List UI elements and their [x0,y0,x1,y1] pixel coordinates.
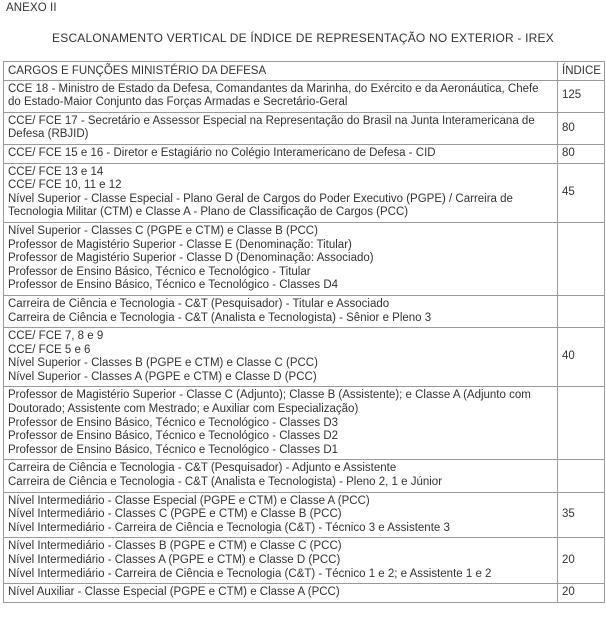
position-line: Professor de Ensino Básico, Técnico e Tecnológico - Titular [8,265,311,278]
table-row [4,144,605,163]
table-row [4,328,605,387]
position-line: Nível Superior - Classes C (PGPE e CTM) e Classe B (PCC) [8,224,318,237]
position-line: Professor de Ensino Básico, Técnico e Tecnológico - Classes D4 [8,279,339,292]
positions-cell [4,538,558,584]
header-positions: CARGOS E FUNÇÕES MINISTÉRIO DA DEFESA [4,62,558,81]
table-row [4,112,605,144]
positions-cell [4,584,558,603]
header-index: ÍNDICE [558,62,605,81]
position-line: Nível Intermediário - Classe Especial (PGPE e CTM) e Classe A (PCC) [8,494,370,507]
table-body [4,80,605,602]
position-line: Nível Intermediário - Classes A (PGPE e CTM) e Classe D (PCC) [8,554,341,566]
index-cell: 20 [558,584,605,603]
positions-cell [4,112,558,144]
index-cell [558,460,605,492]
position-line: CCE 18 - Ministro de Estado da Defesa, Comandantes da Marinha, do Exército e da Aeronáutica, Chefe do Estado-Maior Conjunto das Forças Armadas e Secretário-Geral [8,82,539,109]
table-row [4,295,605,327]
position-line: Nível Superior - Classes B (PGPE e CTM) e Classe C (PCC) [8,357,318,370]
position-line: Professor de Ensino Básico, Técnico e Tecnológico - Classes D3 [8,416,339,429]
annex-label: ANEXO II [6,2,57,14]
positions-cell [4,144,558,163]
positions-cell [4,163,558,222]
index-cell: 35 [558,492,605,538]
position-line: CCE/ FCE 17 - Secretário e Assessor Especial na Representação do Brasil na Junta Interamericana de Defesa (RBJID) [8,114,535,141]
position-line: Nível Auxiliar - Classe Especial (PGPE e CTM) e Classe A (PCC) [8,586,340,599]
table-row [4,584,605,603]
positions-cell [4,387,558,460]
position-line: Professor de Magistério Superior - Classe D (Denominação: Associado) [8,252,374,265]
table-row [4,460,605,492]
table-row [4,492,605,538]
index-cell: 20 [558,538,605,584]
position-line: CCE/ FCE 15 e 16 - Diretor e Estagiário no Colégio Interamericano de Defesa - CID [8,146,436,159]
position-line: Nível Intermediário - Carreira de Ciência e Tecnologia (C&T) - Técnico 3 e Assistente 3 [8,521,450,534]
table-row [4,387,605,460]
index-cell: 125 [558,80,605,112]
position-line: CCE/ FCE 7, 8 e 9 [8,330,104,343]
positions-cell [4,80,558,112]
index-cell: 80 [558,112,605,144]
position-line: Professor de Magistério Superior - Classe C (Adjunto); Classe B (Assistente); e Classe A (Adjunto com Doutorado; Assistente com Mestrado; e Auxiliar com Especialização) [8,389,531,416]
position-line: Nível Intermediário - Classes C (PGPE e CTM) e Classe B (PCC) [8,508,342,521]
positions-cell [4,328,558,387]
table-header-row [4,62,605,81]
table-row [4,538,605,584]
table-row [4,80,605,112]
position-line: Carreira de Ciência e Tecnologia - C&T (Analista e Tecnologista) - Pleno 2, 1 e Júnior [8,476,443,489]
table-row [4,163,605,222]
positions-cell [4,295,558,327]
position-line: Professor de Ensino Básico, Técnico e Tecnológico - Classes D1 [8,443,339,456]
index-cell: 40 [558,328,605,387]
position-line: Professor de Ensino Básico, Técnico e Tecnológico - Classes D2 [8,430,339,443]
index-cell [558,387,605,460]
index-cell [558,295,605,327]
position-line: Carreira de Ciência e Tecnologia - C&T (Pesquisador) - Adjunto e Assistente [8,462,397,475]
position-line: CCE/ FCE 10, 11 e 12 [8,179,122,192]
position-line: CCE/ FCE 13 e 14 [8,165,104,178]
position-line: Carreira de Ciência e Tecnologia - C&T (Pesquisador) - Titular e Associado [8,297,390,310]
positions-cell [4,222,558,295]
index-cell: 80 [558,144,605,163]
position-line: CCE/ FCE 5 e 6 [8,343,91,356]
position-line: Nível Intermediário - Classes B (PGPE e CTM) e Classe C (PCC) [8,540,342,553]
position-line: Carreira de Ciência e Tecnologia - C&T (Analista e Tecnologista) - Sênior e Pleno 3 [8,311,432,324]
positions-cell [4,460,558,492]
position-line: Professor de Magistério Superior - Classe E (Denominação: Titular) [8,238,352,251]
index-cell: 45 [558,163,605,222]
table-row [4,222,605,295]
positions-cell [4,492,558,538]
document-title: ESCALONAMENTO VERTICAL DE ÍNDICE DE REPRESENTAÇÃO NO EXTERIOR - IREX [52,31,554,45]
index-cell [558,222,605,295]
irex-table [3,61,605,603]
position-line: Nível Superior - Classe Especial - Plano Geral de Cargos do Poder Executivo (PGPE) / Carreira de Tecnologia Militar (CTM) e Classe A - Plano de Classificação de Cargos (PCC) [8,192,513,219]
position-line: Nível Intermediário - Carreira de Ciência e Tecnologia (C&T) - Técnico 1 e 2; e Assistente 1 e 2 [8,567,492,580]
position-line: Nível Superior - Classes A (PGPE e CTM) e Classe D (PCC) [8,370,317,383]
